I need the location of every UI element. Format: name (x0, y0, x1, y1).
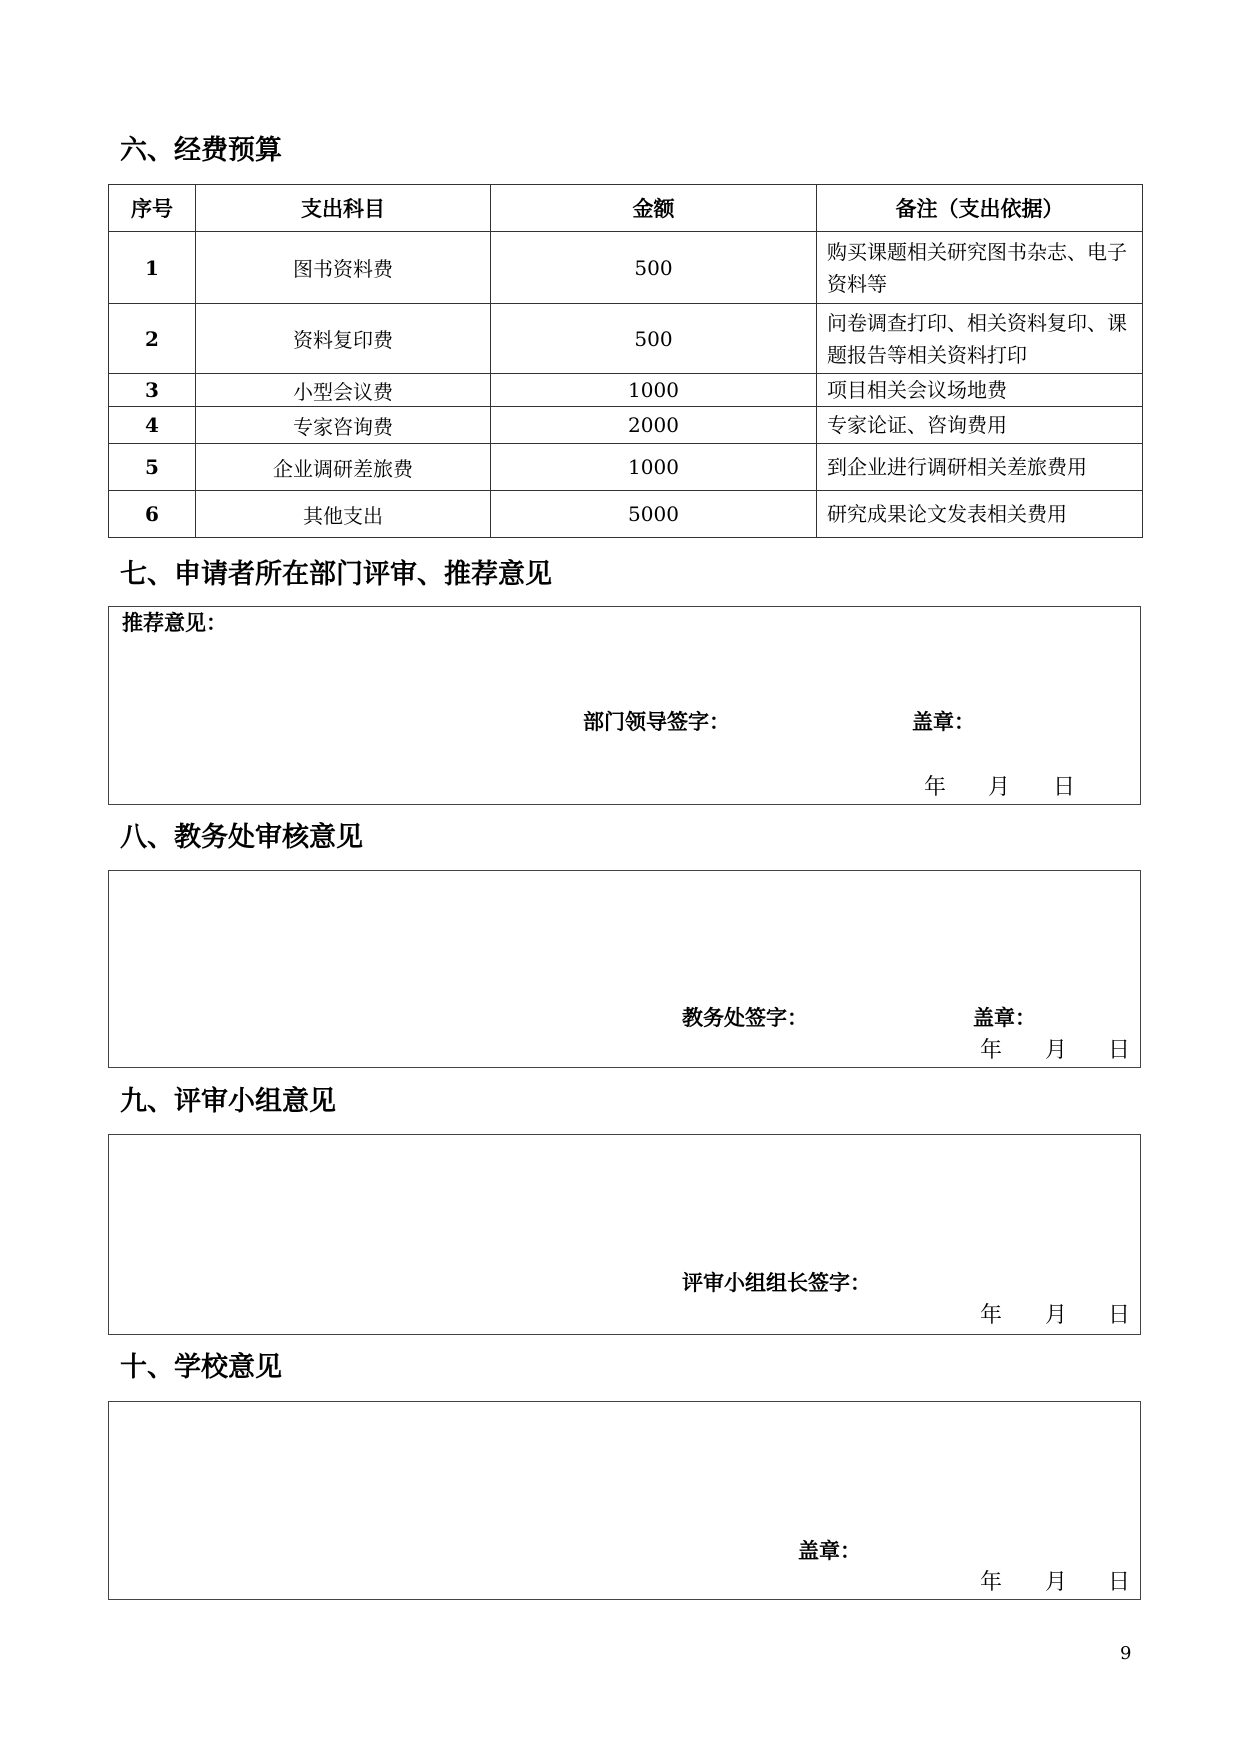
recommend-label: 推荐意见： (122, 611, 227, 635)
panel-opinion-box[interactable] (108, 1134, 1141, 1335)
row-number: 4 (109, 407, 196, 444)
date-year: 年 (924, 775, 947, 800)
col-item: 支出科目 (196, 185, 491, 232)
date-month: 月 (1045, 1570, 1068, 1595)
row-note: 问卷调查打印、相关资料复印、课题报告等相关资料打印 (817, 304, 1143, 374)
row-note: 研究成果论文发表相关费用 (817, 491, 1143, 538)
row-amount: 5000 (491, 491, 817, 538)
row-note: 项目相关会议场地费 (817, 374, 1143, 407)
date-month: 月 (988, 775, 1011, 800)
table-row (109, 444, 1143, 491)
row-item: 小型会议费 (196, 374, 491, 407)
dept-sign-label: 部门领导签字： (583, 710, 730, 734)
school-seal-label: 盖章： (798, 1539, 861, 1563)
row-number: 3 (109, 374, 196, 407)
row-item: 图书资料费 (196, 232, 491, 304)
row-note: 专家论证、咨询费用 (817, 407, 1143, 444)
row-amount: 1000 (491, 374, 817, 407)
row-amount: 500 (491, 304, 817, 374)
panel-heading: 九、评审小组意见 (120, 1086, 336, 1117)
page-number: 9 (1120, 1643, 1132, 1664)
row-item: 企业调研差旅费 (196, 444, 491, 491)
row-note: 购买课题相关研究图书杂志、电子资料等 (817, 232, 1143, 304)
date-month: 月 (1045, 1038, 1068, 1063)
table-row (109, 232, 1143, 304)
row-item: 专家咨询费 (196, 407, 491, 444)
col-no: 序号 (109, 185, 196, 232)
date-day: 日 (1108, 1570, 1131, 1595)
table-header (109, 185, 1143, 232)
school-heading: 十、学校意见 (120, 1352, 282, 1383)
row-number: 5 (109, 444, 196, 491)
row-amount: 500 (491, 232, 817, 304)
budget-heading: 六、经费预算 (120, 135, 282, 166)
dept-seal-label: 盖章： (912, 710, 975, 734)
academic-seal-label: 盖章： (973, 1006, 1036, 1030)
table-row (109, 407, 1143, 444)
row-amount: 2000 (491, 407, 817, 444)
date-month: 月 (1045, 1303, 1068, 1328)
budget-table (108, 184, 1143, 538)
school-opinion-box[interactable] (108, 1401, 1141, 1600)
row-number: 6 (109, 491, 196, 538)
academic-sign-label: 教务处签字： (682, 1006, 808, 1030)
date-day: 日 (1053, 775, 1076, 800)
date-day: 日 (1108, 1303, 1131, 1328)
academic-opinion-box[interactable] (108, 870, 1141, 1068)
date-year: 年 (980, 1303, 1003, 1328)
panel-sign-label: 评审小组组长签字： (682, 1271, 871, 1295)
col-amount: 金额 (491, 185, 817, 232)
row-note: 到企业进行调研相关差旅费用 (817, 444, 1143, 491)
dept-heading: 七、申请者所在部门评审、推荐意见 (120, 559, 552, 590)
row-number: 2 (109, 304, 196, 374)
date-year: 年 (980, 1038, 1003, 1063)
date-year: 年 (980, 1570, 1003, 1595)
row-item: 资料复印费 (196, 304, 491, 374)
row-amount: 1000 (491, 444, 817, 491)
table-row (109, 374, 1143, 407)
academic-heading: 八、教务处审核意见 (120, 822, 363, 853)
date-day: 日 (1108, 1038, 1131, 1063)
col-note: 备注（支出依据） (817, 185, 1143, 232)
row-item: 其他支出 (196, 491, 491, 538)
table-row (109, 491, 1143, 538)
row-number: 1 (109, 232, 196, 304)
table-row (109, 304, 1143, 374)
dept-opinion-box[interactable] (108, 606, 1141, 805)
